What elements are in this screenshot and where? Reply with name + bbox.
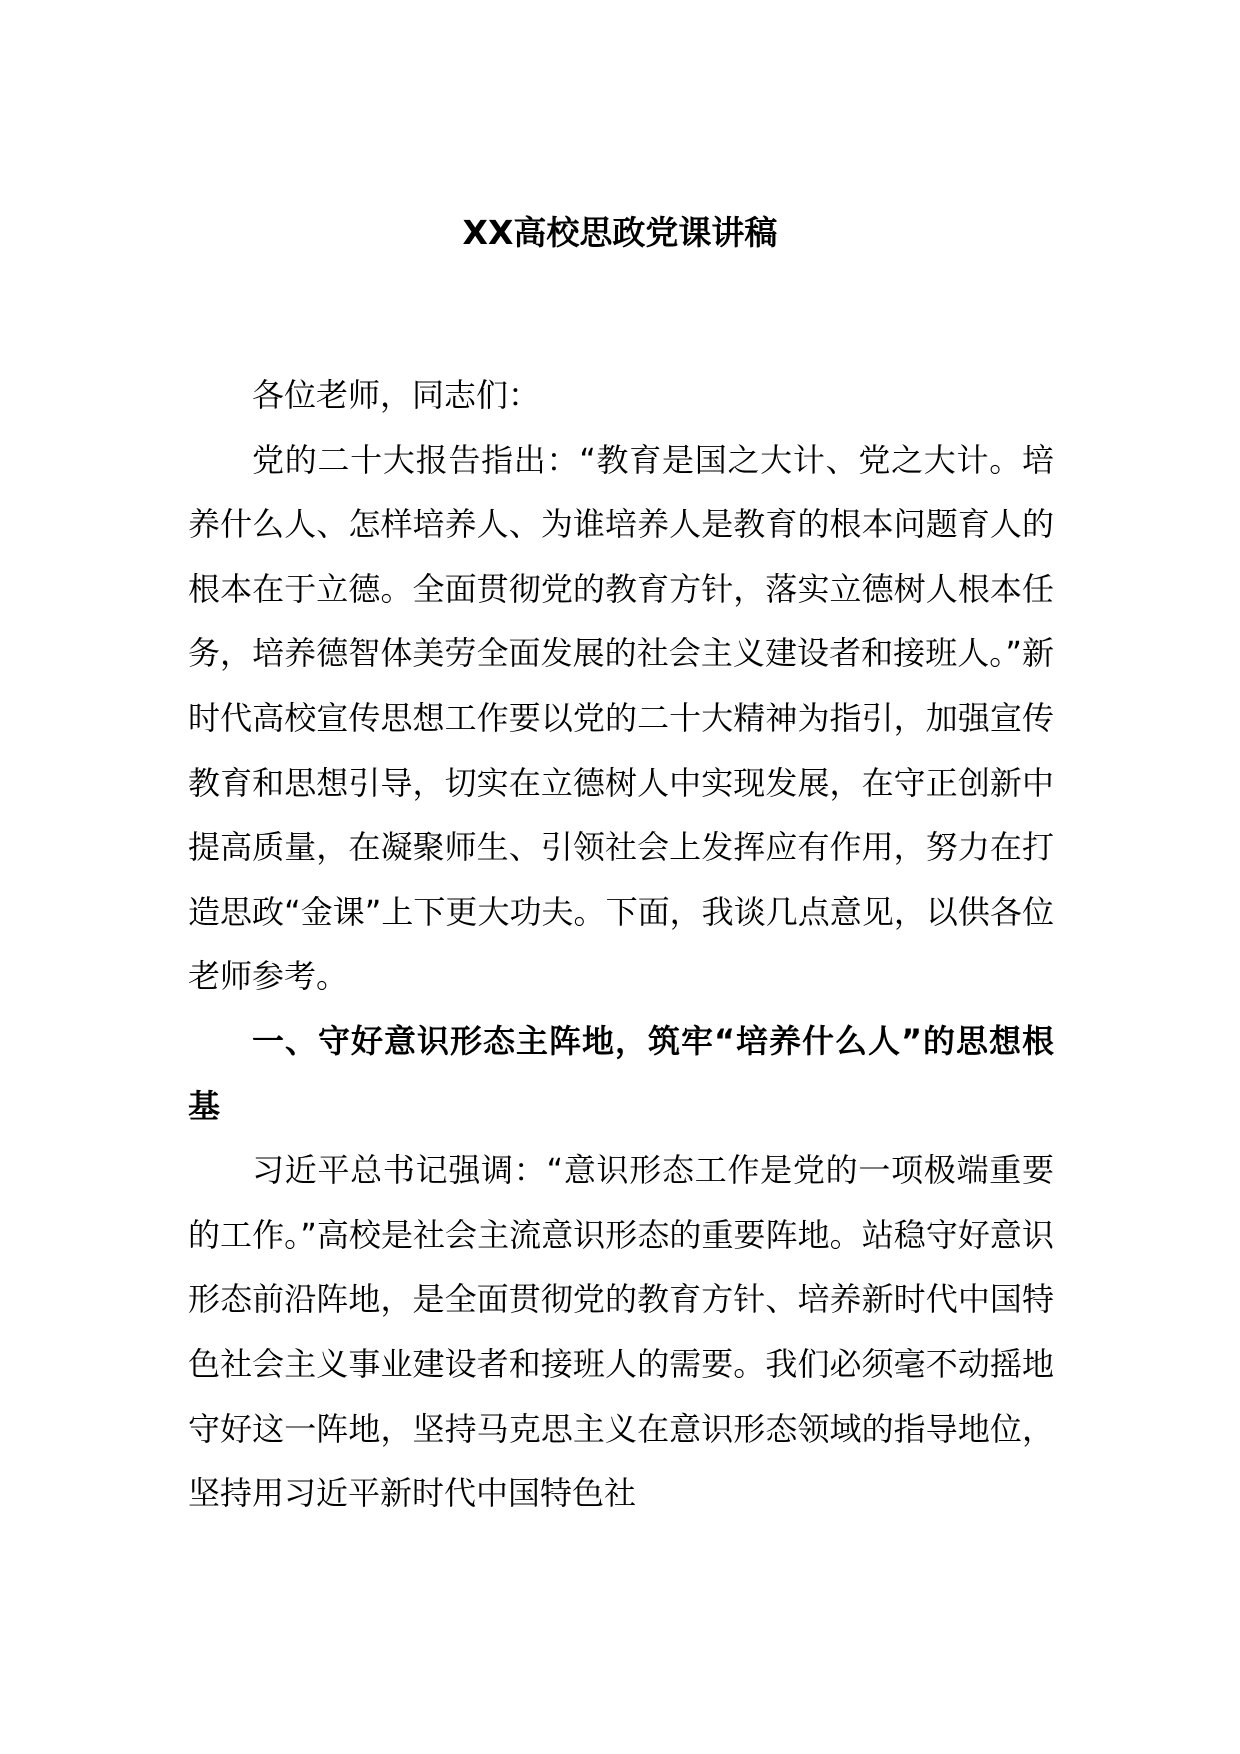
intro-paragraph: 党的二十大报告指出：“教育是国之大计、党之大计。培养什么人、怎样培养人、为谁培养人是教育的根本问题育人的根本在于立德。全面贯彻党的教育方针，落实立德树人根本任务，培养德智体美劳全面发展的社会主义建设者和接班人。”新时代高校宣传思想工作要以党的二十大精神为指引，加强宣传教育和思想引导，切实在立德树人中实现发展，在守正创新中提高质量，在凝聚师生、引领社会上发挥应有作用，努力在打造思政“金课”上下更大功夫。下面，我谈几点意见，以供各位老师参考。 (188, 440, 1054, 996)
document-title: XX高校思政党课讲稿 (462, 213, 778, 252)
section-heading: 一、守好意识形态主阵地，筑牢“培养什么人”的思想根基 (188, 1021, 1054, 1125)
salutation: 各位老师，同志们： (252, 376, 541, 414)
section-paragraph: 习近平总书记强调：“意识形态工作是党的一项极端重要的工作。”高校是社会主流意识形态的重要阵地。站稳守好意识形态前沿阵地，是全面贯彻党的教育方针、培养新时代中国特色社会主义事业建设者和接班人的需要。我们必须毫不动摇地守好这一阵地，坚持马克思主义在意识形态领域的指导地位，坚持用习近平新时代中国特色社 (188, 1151, 1054, 1513)
document-body (188, 363, 1054, 1526)
